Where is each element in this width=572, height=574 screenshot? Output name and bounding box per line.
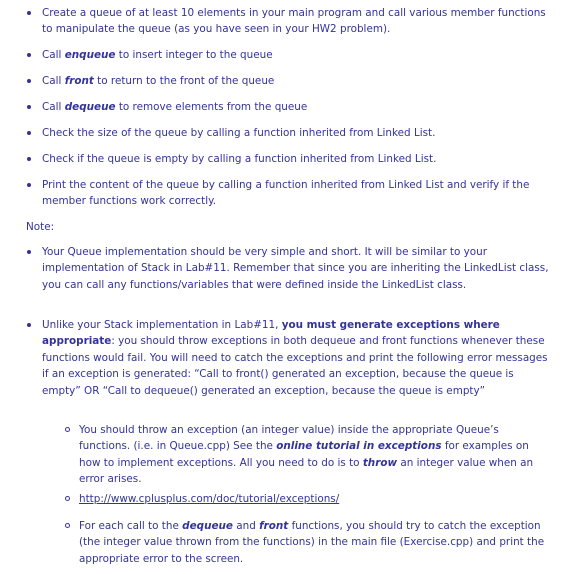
bullet-dequeue: Call dequeue to remove elements from the queue: [42, 99, 552, 115]
bullet-create-queue: Create a queue of at least 10 elements in your main program and call various member functions to manipulate the queue (as you have seen in your HW2 problem).: [42, 5, 552, 38]
bullet-print-content: Print the content of the queue by calling a function inherited from Linked List and verify if the member functions work correctly.: [42, 177, 552, 210]
note-exceptions: Unlike your Stack implementation in Lab#11, you must generate exceptions where appropriate: you should throw exceptions in both dequeue and front functions whenever these functions would fail. You will need to catch the exceptions and print the following error messages if an exception is generated: “Call to front() generated an exception, because the queue is empty” OR “Call to dequeue() generated an exception, because the queue is empty”: [42, 317, 552, 399]
bullet-front: Call front to return to the front of the queue: [42, 73, 552, 89]
note-queue-implementation: Your Queue implementation should be very simple and short. It will be similar to your implementation of Stack in Lab#11. Remember that since you are inheriting the LinkedList class, you can call any functions/variables that were defined inside the LinkedList class.: [42, 244, 552, 293]
sub-throw-exception: You should throw an exception (an integer value) inside the appropriate Queue’s functions. (i.e. in Queue.cpp) See the online tutorial in exceptions for examples on how to implement exceptions. All you need to do is to throw an integer value when an error arises.: [79, 422, 549, 488]
exceptions-tutorial-link[interactable]: http://www.cplusplus.com/doc/tutorial/exceptions/: [79, 493, 340, 505]
sub-tutorial-link: [79, 491, 549, 507]
bullet-check-empty: Check if the queue is empty by calling a function inherited from Linked List.: [42, 151, 552, 167]
note-label: Note:: [26, 221, 55, 233]
bullet-check-size: Check the size of the queue by calling a function inherited from Linked List.: [42, 125, 552, 141]
bullet-enqueue: Call enqueue to insert integer to the queue: [42, 47, 552, 63]
sub-catch-exception: For each call to the dequeue and front functions, you should try to catch the exception (the integer value thrown from the functions) in the main file (Exercise.cpp) and print the appropriate error to the screen.: [79, 518, 549, 567]
